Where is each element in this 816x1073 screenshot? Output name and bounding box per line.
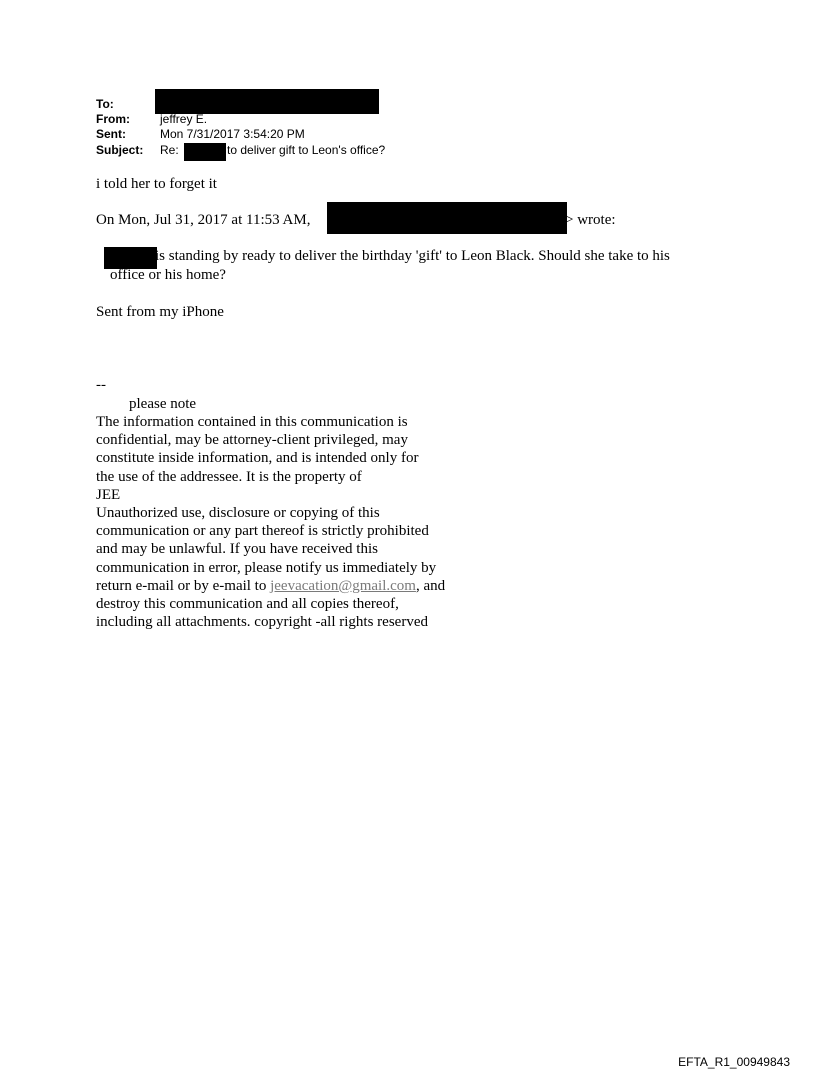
- quoted-message-line1: is standing by ready to deliver the birthday 'gift' to Leon Black. Should she take to his: [155, 248, 670, 264]
- email-line-prefix: return e-mail or by e-mail to: [96, 577, 271, 594]
- redaction-subject-name: [184, 143, 226, 161]
- quoted-message-line2: office or his home?: [110, 267, 226, 283]
- disclaimer-line: confidential, may be attorney-client privileged, may: [96, 432, 408, 449]
- to-label: To:: [96, 97, 114, 111]
- disclaimer-line: and may be unlawful. If you have received this: [96, 541, 378, 558]
- document-id: EFTA_R1_00949843: [678, 1055, 790, 1069]
- disclaimer-line: destroy this communication and all copies thereof,: [96, 596, 399, 613]
- disclaimer-line: including all attachments. copyright -all rights reserved: [96, 614, 428, 631]
- from-value: jeffrey E.: [160, 112, 208, 126]
- signature-separator: --: [96, 377, 106, 393]
- disclaimer-line: The information contained in this communication is: [96, 414, 408, 430]
- disclaimer-line: constitute inside information, and is intended only for: [96, 450, 419, 467]
- subject-prefix: Re:: [160, 143, 179, 157]
- sent-label: Sent:: [96, 127, 126, 141]
- email-line-suffix: , and: [415, 577, 446, 594]
- redaction-sender-email: [327, 202, 567, 234]
- redaction-to-recipient: [155, 89, 379, 114]
- quote-intro-suffix: > wrote:: [565, 212, 616, 228]
- quote-intro-prefix: On Mon, Jul 31, 2017 at 11:53 AM,: [96, 212, 311, 228]
- disclaimer-heading: please note: [129, 396, 197, 412]
- reply-text: i told her to forget it: [96, 176, 217, 192]
- disclaimer-line: communication in error, please notify us immediately by: [96, 559, 437, 576]
- disclaimer-line: Unauthorized use, disclosure or copying of this: [96, 505, 380, 522]
- disclaimer-line: the use of the addressee. It is the property of: [96, 468, 362, 485]
- disclaimer-email-line: [96, 577, 445, 595]
- sent-value: Mon 7/31/2017 3:54:20 PM: [160, 127, 305, 141]
- disclaimer-line: JEE: [96, 486, 121, 503]
- subject-suffix: to deliver gift to Leon's office?: [227, 143, 386, 157]
- device-signature: Sent from my iPhone: [96, 304, 224, 320]
- disclaimer-line: communication or any part thereof is strictly prohibited: [96, 523, 429, 540]
- subject-label: Subject:: [96, 143, 144, 157]
- from-label: From:: [96, 112, 130, 126]
- disclaimer-body: [96, 413, 445, 631]
- email-link[interactable]: jeevacation@gmail.com: [270, 577, 416, 594]
